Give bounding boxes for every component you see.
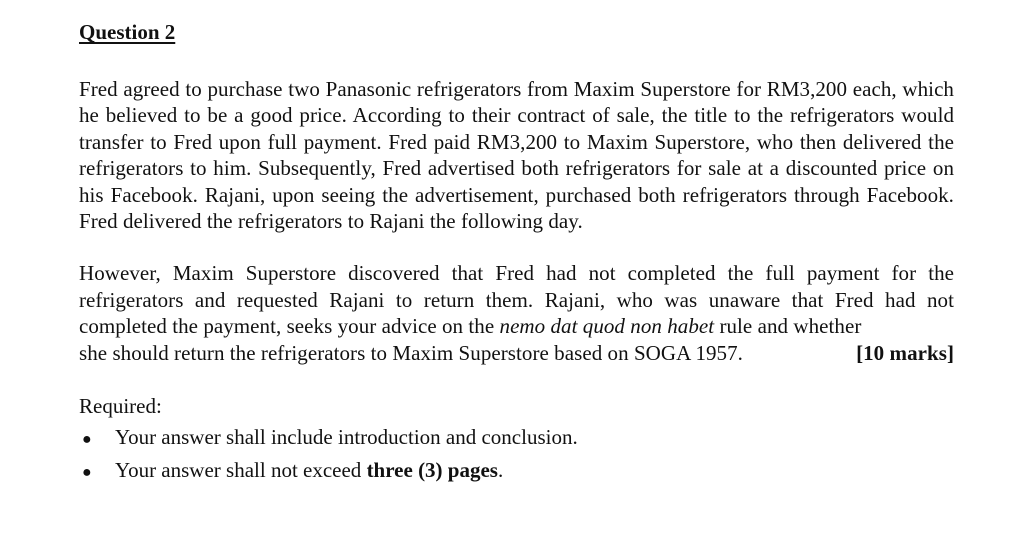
- question-document: [79, 18, 954, 488]
- requirement-item: [79, 455, 954, 488]
- issue-paragraph: [79, 260, 954, 339]
- requirements-list: [79, 422, 954, 488]
- marks-label: [10 marks]: [856, 340, 954, 365]
- issue-text-part1: However, Maxim Superstore discovered that Fred had not completed the full payment for the refrigerators and requested Rajani to return them. Rajani, who was unaware that Fred had not completed the payment, seeks your advice on the: [79, 261, 954, 339]
- question-title: Question 2: [79, 20, 176, 44]
- issue-last-line-text: she should return the refrigerators to Maxim Superstore based on SOGA 1957.: [79, 340, 743, 365]
- requirement-item: [79, 422, 954, 455]
- bullet-icon: ●: [82, 431, 92, 449]
- issue-last-line: [79, 340, 954, 366]
- requirement-text: [115, 455, 503, 485]
- required-heading: Required:: [79, 394, 162, 419]
- requirement-text: Your answer shall include introduction and conclusion.: [115, 425, 578, 450]
- bullet-icon: ●: [82, 464, 92, 482]
- page-limit: three (3) pages: [366, 458, 498, 483]
- scenario-paragraph: Fred agreed to purchase two Panasonic refrigerators from Maxim Superstore for RM3,200 each, which he believed to be a good price. According to their contract of sale, the title to the refrigerators would transfer to Fred upon full payment. Fred paid RM3,200 to Maxim Superstore, who then delivered the refrigerators to him. Subsequently, Fred advertised both refrigerators for sale at a discounted price on his Facebook. Rajani, upon seeing the advertisement, purchased both refrigerators through Facebook. Fred delivered the refrigerators to Rajani the following day.: [79, 77, 954, 234]
- issue-text-part2: rule and whether: [714, 314, 862, 339]
- nemo-dat-term: nemo dat quod non habet: [499, 314, 715, 339]
- requirement-text-before: Your answer shall not exceed: [115, 458, 367, 483]
- requirement-text-after: .: [497, 458, 504, 483]
